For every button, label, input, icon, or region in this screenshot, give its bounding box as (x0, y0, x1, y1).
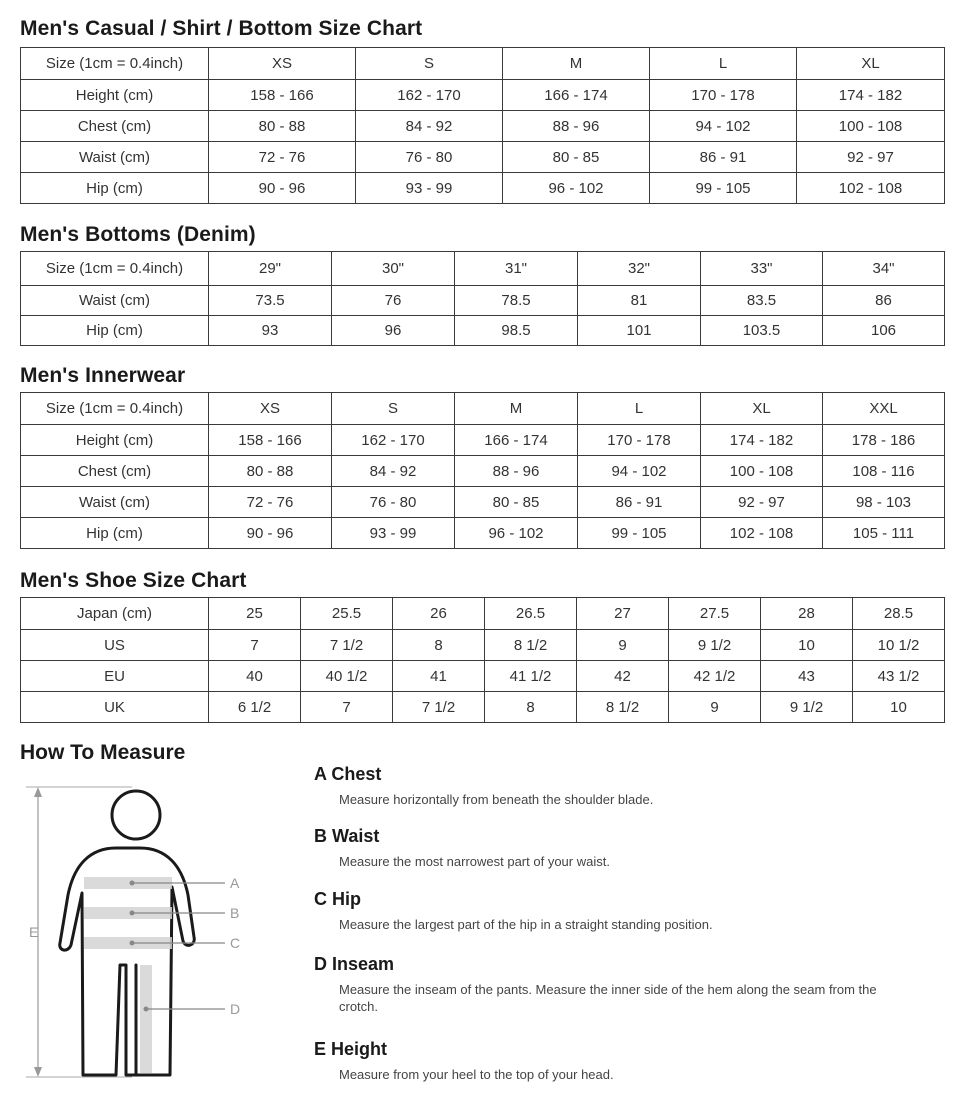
table-cell: 166 - 174 (503, 80, 650, 111)
table-cell: 100 - 108 (701, 456, 823, 487)
table-row (21, 630, 945, 661)
table-cell: 178 - 186 (823, 425, 945, 456)
table-cell: 96 - 102 (455, 518, 578, 549)
table-cell: 9 (577, 630, 669, 661)
header-cell: 26.5 (485, 598, 577, 630)
row-label-cell: Hip (cm) (21, 518, 209, 549)
header-cell: 28.5 (853, 598, 945, 630)
measure-item-chest (314, 763, 914, 808)
header-cell: XS (209, 48, 356, 80)
table-cell: 90 - 96 (209, 173, 356, 204)
table-cell: 10 (761, 630, 853, 661)
casual-size-table (20, 47, 945, 204)
table-cell: 88 - 96 (503, 111, 650, 142)
table-cell: 93 (209, 316, 332, 346)
innerwear-size-table (20, 392, 945, 549)
header-cell: S (332, 393, 455, 425)
table-cell: 6 1/2 (209, 692, 301, 723)
innerwear-chart-title: Men's Innerwear (20, 364, 186, 387)
row-label-cell: Hip (cm) (21, 316, 209, 346)
table-cell: 7 (301, 692, 393, 723)
shoe-chart-title: Men's Shoe Size Chart (20, 569, 247, 592)
row-label-cell: Waist (cm) (21, 487, 209, 518)
table-row (21, 111, 945, 142)
table-row (21, 692, 945, 723)
table-cell: 94 - 102 (650, 111, 797, 142)
header-cell: 25.5 (301, 598, 393, 630)
table-row (21, 456, 945, 487)
measure-item-waist (314, 825, 914, 870)
table-row (21, 173, 945, 204)
table-cell: 103.5 (701, 316, 823, 346)
figure-label-a: A (230, 875, 240, 891)
table-cell: 81 (578, 286, 701, 316)
row-label-cell: Height (cm) (21, 80, 209, 111)
header-cell: 30" (332, 252, 455, 286)
row-label-cell: EU (21, 661, 209, 692)
table-cell: 43 1/2 (853, 661, 945, 692)
measure-heading: A Chest (314, 764, 382, 784)
table-row (21, 487, 945, 518)
header-cell: 28 (761, 598, 853, 630)
table-cell: 162 - 170 (332, 425, 455, 456)
table-header-row (21, 393, 945, 425)
table-cell: 84 - 92 (332, 456, 455, 487)
table-cell: 8 (393, 630, 485, 661)
table-cell: 86 (823, 286, 945, 316)
header-cell: 31" (455, 252, 578, 286)
row-label-cell: Waist (cm) (21, 142, 209, 173)
table-cell: 88 - 96 (455, 456, 578, 487)
table-cell: 43 (761, 661, 853, 692)
table-cell: 102 - 108 (797, 173, 945, 204)
table-cell: 84 - 92 (356, 111, 503, 142)
table-cell: 174 - 182 (797, 80, 945, 111)
header-cell: XL (797, 48, 945, 80)
measure-item-hip (314, 888, 914, 933)
table-cell: 10 (853, 692, 945, 723)
table-cell: 80 - 85 (455, 487, 578, 518)
header-cell: XS (209, 393, 332, 425)
header-cell: 34" (823, 252, 945, 286)
table-cell: 8 (485, 692, 577, 723)
row-label-cell: Waist (cm) (21, 286, 209, 316)
table-cell: 94 - 102 (578, 456, 701, 487)
header-cell: XL (701, 393, 823, 425)
table-cell: 99 - 105 (578, 518, 701, 549)
table-cell: 8 1/2 (577, 692, 669, 723)
table-cell: 106 (823, 316, 945, 346)
table-cell: 90 - 96 (209, 518, 332, 549)
row-label-cell: US (21, 630, 209, 661)
row-label-cell: Chest (cm) (21, 111, 209, 142)
row-label-cell: Hip (cm) (21, 173, 209, 204)
header-cell: Size (1cm = 0.4inch) (21, 393, 209, 425)
measure-description: Measure the inseam of the pants. Measure the inner side of the hem along the seam from the crotch. (339, 982, 877, 1014)
table-row (21, 80, 945, 111)
table-cell: 9 1/2 (761, 692, 853, 723)
table-cell: 41 1/2 (485, 661, 577, 692)
table-cell: 76 - 80 (332, 487, 455, 518)
table-cell: 108 - 116 (823, 456, 945, 487)
header-cell: 27.5 (669, 598, 761, 630)
table-cell: 92 - 97 (701, 487, 823, 518)
header-cell: 33" (701, 252, 823, 286)
casual-chart-title: Men's Casual / Shirt / Bottom Size Chart (20, 17, 423, 40)
table-cell: 42 1/2 (669, 661, 761, 692)
measure-item-height (314, 1038, 914, 1083)
body-silhouette (60, 791, 195, 1075)
table-cell: 80 - 85 (503, 142, 650, 173)
table-header-row (21, 48, 945, 80)
header-cell: Japan (cm) (21, 598, 209, 630)
table-cell: 7 (209, 630, 301, 661)
how-to-measure-title: How To Measure (20, 741, 186, 764)
row-label-cell: UK (21, 692, 209, 723)
header-cell: Size (1cm = 0.4inch) (21, 252, 209, 286)
header-cell: 26 (393, 598, 485, 630)
table-cell: 40 (209, 661, 301, 692)
header-cell: L (578, 393, 701, 425)
table-cell: 170 - 178 (578, 425, 701, 456)
table-cell: 7 1/2 (301, 630, 393, 661)
header-cell: 32" (578, 252, 701, 286)
table-cell: 10 1/2 (853, 630, 945, 661)
header-cell: S (356, 48, 503, 80)
table-row (21, 316, 945, 346)
table-cell: 98 - 103 (823, 487, 945, 518)
table-cell: 42 (577, 661, 669, 692)
table-header-row (21, 598, 945, 630)
measure-item-inseam (314, 953, 914, 1015)
table-cell: 93 - 99 (332, 518, 455, 549)
table-row (21, 286, 945, 316)
figure-label-e: E (29, 924, 39, 940)
table-cell: 158 - 166 (209, 80, 356, 111)
table-cell: 72 - 76 (209, 142, 356, 173)
table-cell: 92 - 97 (797, 142, 945, 173)
table-cell: 78.5 (455, 286, 578, 316)
table-cell: 73.5 (209, 286, 332, 316)
figure-label-d: D (230, 1001, 241, 1017)
header-cell: Size (1cm = 0.4inch) (21, 48, 209, 80)
table-cell: 98.5 (455, 316, 578, 346)
table-cell: 80 - 88 (209, 456, 332, 487)
header-cell: L (650, 48, 797, 80)
figure-label-b: B (230, 905, 240, 921)
measure-heading: C Hip (314, 889, 361, 909)
table-cell: 158 - 166 (209, 425, 332, 456)
table-row (21, 661, 945, 692)
table-cell: 166 - 174 (455, 425, 578, 456)
table-cell: 9 (669, 692, 761, 723)
table-cell: 99 - 105 (650, 173, 797, 204)
table-cell: 40 1/2 (301, 661, 393, 692)
table-cell: 72 - 76 (209, 487, 332, 518)
table-cell: 41 (393, 661, 485, 692)
table-cell: 80 - 88 (209, 111, 356, 142)
table-cell: 9 1/2 (669, 630, 761, 661)
header-cell: 27 (577, 598, 669, 630)
measurement-bands (84, 877, 172, 1073)
table-header-row (21, 252, 945, 286)
table-row (21, 425, 945, 456)
row-label-cell: Chest (cm) (21, 456, 209, 487)
table-cell: 102 - 108 (701, 518, 823, 549)
measure-description: Measure the most narrowest part of your waist. (339, 854, 610, 869)
table-cell: 76 - 80 (356, 142, 503, 173)
body-measurement-figure (20, 775, 260, 1085)
table-cell: 162 - 170 (356, 80, 503, 111)
table-cell: 96 - 102 (503, 173, 650, 204)
measure-description: Measure the largest part of the hip in a straight standing position. (339, 917, 713, 932)
table-cell: 100 - 108 (797, 111, 945, 142)
table-row (21, 518, 945, 549)
table-cell: 83.5 (701, 286, 823, 316)
table-row (21, 142, 945, 173)
table-cell: 8 1/2 (485, 630, 577, 661)
measure-description: Measure from your heel to the top of your head. (339, 1067, 614, 1082)
header-cell: M (455, 393, 578, 425)
header-cell: 25 (209, 598, 301, 630)
table-cell: 96 (332, 316, 455, 346)
measure-heading: B Waist (314, 826, 380, 846)
table-cell: 86 - 91 (650, 142, 797, 173)
header-cell: 29" (209, 252, 332, 286)
header-cell: XXL (823, 393, 945, 425)
row-label-cell: Height (cm) (21, 425, 209, 456)
shoe-size-table (20, 597, 945, 723)
measure-heading: E Height (314, 1039, 388, 1059)
table-cell: 170 - 178 (650, 80, 797, 111)
figure-label-c: C (230, 935, 241, 951)
table-cell: 174 - 182 (701, 425, 823, 456)
header-cell: M (503, 48, 650, 80)
table-cell: 105 - 111 (823, 518, 945, 549)
table-cell: 101 (578, 316, 701, 346)
denim-size-table (20, 251, 945, 346)
table-cell: 93 - 99 (356, 173, 503, 204)
table-cell: 7 1/2 (393, 692, 485, 723)
table-cell: 76 (332, 286, 455, 316)
denim-chart-title: Men's Bottoms (Denim) (20, 223, 256, 246)
measure-heading: D Inseam (314, 954, 395, 974)
measure-description: Measure horizontally from beneath the shoulder blade. (339, 792, 654, 807)
table-cell: 86 - 91 (578, 487, 701, 518)
